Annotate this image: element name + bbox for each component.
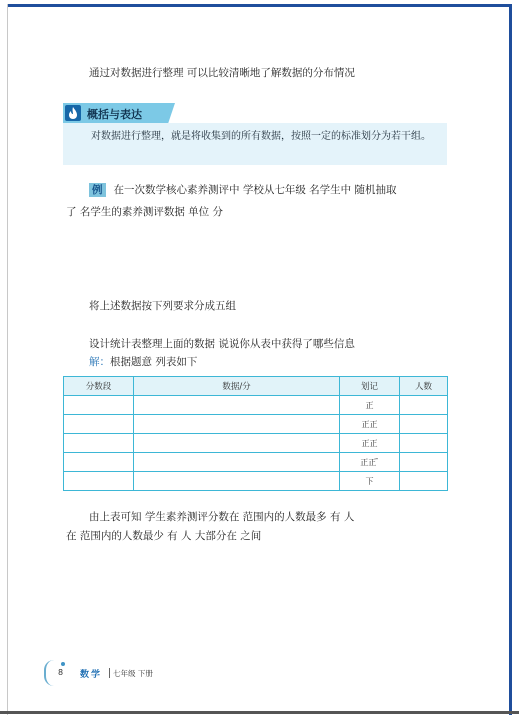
flame-icon [65, 105, 81, 121]
task-2-text: 设计统计表整理上面的数据 说说你从表中获得了哪些信息 [89, 338, 355, 350]
example-tag: 例 [89, 183, 106, 197]
cell-data [134, 396, 340, 415]
cell-tally: 正正 [340, 434, 400, 453]
summary-box [63, 123, 447, 165]
section-banner [63, 103, 175, 123]
cell-tally: 正正 [340, 415, 400, 434]
cell-score-range [64, 453, 134, 472]
cell-count [400, 453, 448, 472]
summary-text: 对数据进行整理，就是将收集到的所有数据，按照一定的标准划分为若干组。 [91, 131, 431, 142]
cell-count [400, 472, 448, 491]
cell-count [400, 415, 448, 434]
page-border-bottom [0, 711, 519, 714]
cell-count [400, 434, 448, 453]
cell-score-range [64, 415, 134, 434]
table-header-row [64, 377, 448, 396]
page-number: 8 [58, 668, 64, 677]
table-row [64, 415, 448, 434]
conclusion-line-2: 在 范围内的人数最少 有 人 大部分在 之间 [66, 530, 262, 542]
cell-score-range [64, 434, 134, 453]
footer-decoration [44, 660, 58, 686]
cell-tally: 正 [340, 396, 400, 415]
example-text-1: 在一次数学核心素养测评中 学校从七年级 名学生中 随机抽取 [113, 184, 397, 196]
cell-data [134, 453, 340, 472]
table-row [64, 453, 448, 472]
task-1-text: 将上述数据按下列要求分成五组 [89, 300, 236, 312]
footer-dot-icon [61, 662, 65, 666]
table-row [64, 472, 448, 491]
intro-text: 通过对数据进行整理 可以比较清晰地了解数据的分布情况 [89, 67, 355, 79]
solution-label: 解： [89, 356, 110, 368]
cell-tally: 下 [340, 472, 400, 491]
solution-line [89, 355, 197, 369]
table-row [64, 434, 448, 453]
example-line-1 [89, 183, 397, 197]
page-border-right [509, 4, 512, 715]
footer-grade: 七年级 下册 [113, 669, 153, 678]
footer-subject: 数学 [80, 670, 103, 680]
header-tally: 划记 [340, 377, 400, 396]
page-border-left [7, 4, 8, 715]
cell-score-range [64, 472, 134, 491]
table-row [64, 396, 448, 415]
solution-text: 根据题意 列表如下 [110, 356, 198, 368]
cell-count [400, 396, 448, 415]
cell-data [134, 434, 340, 453]
conclusion-line-1: 由上表可知 学生素养测评分数在 范围内的人数最多 有 人 [89, 511, 355, 523]
footer-divider [109, 668, 110, 678]
header-count: 人数 [400, 377, 448, 396]
statistics-table [63, 376, 448, 491]
example-text-2: 了 名学生的素养测评数据 单位 分 [66, 206, 224, 218]
cell-tally: 正正 ̄ [340, 453, 400, 472]
cell-data [134, 472, 340, 491]
cell-score-range [64, 396, 134, 415]
page-border-top [7, 4, 512, 7]
header-data: 数据/分 [134, 377, 340, 396]
header-score-range: 分数段 [64, 377, 134, 396]
cell-data [134, 415, 340, 434]
banner-title: 概括与表达 [87, 108, 142, 121]
